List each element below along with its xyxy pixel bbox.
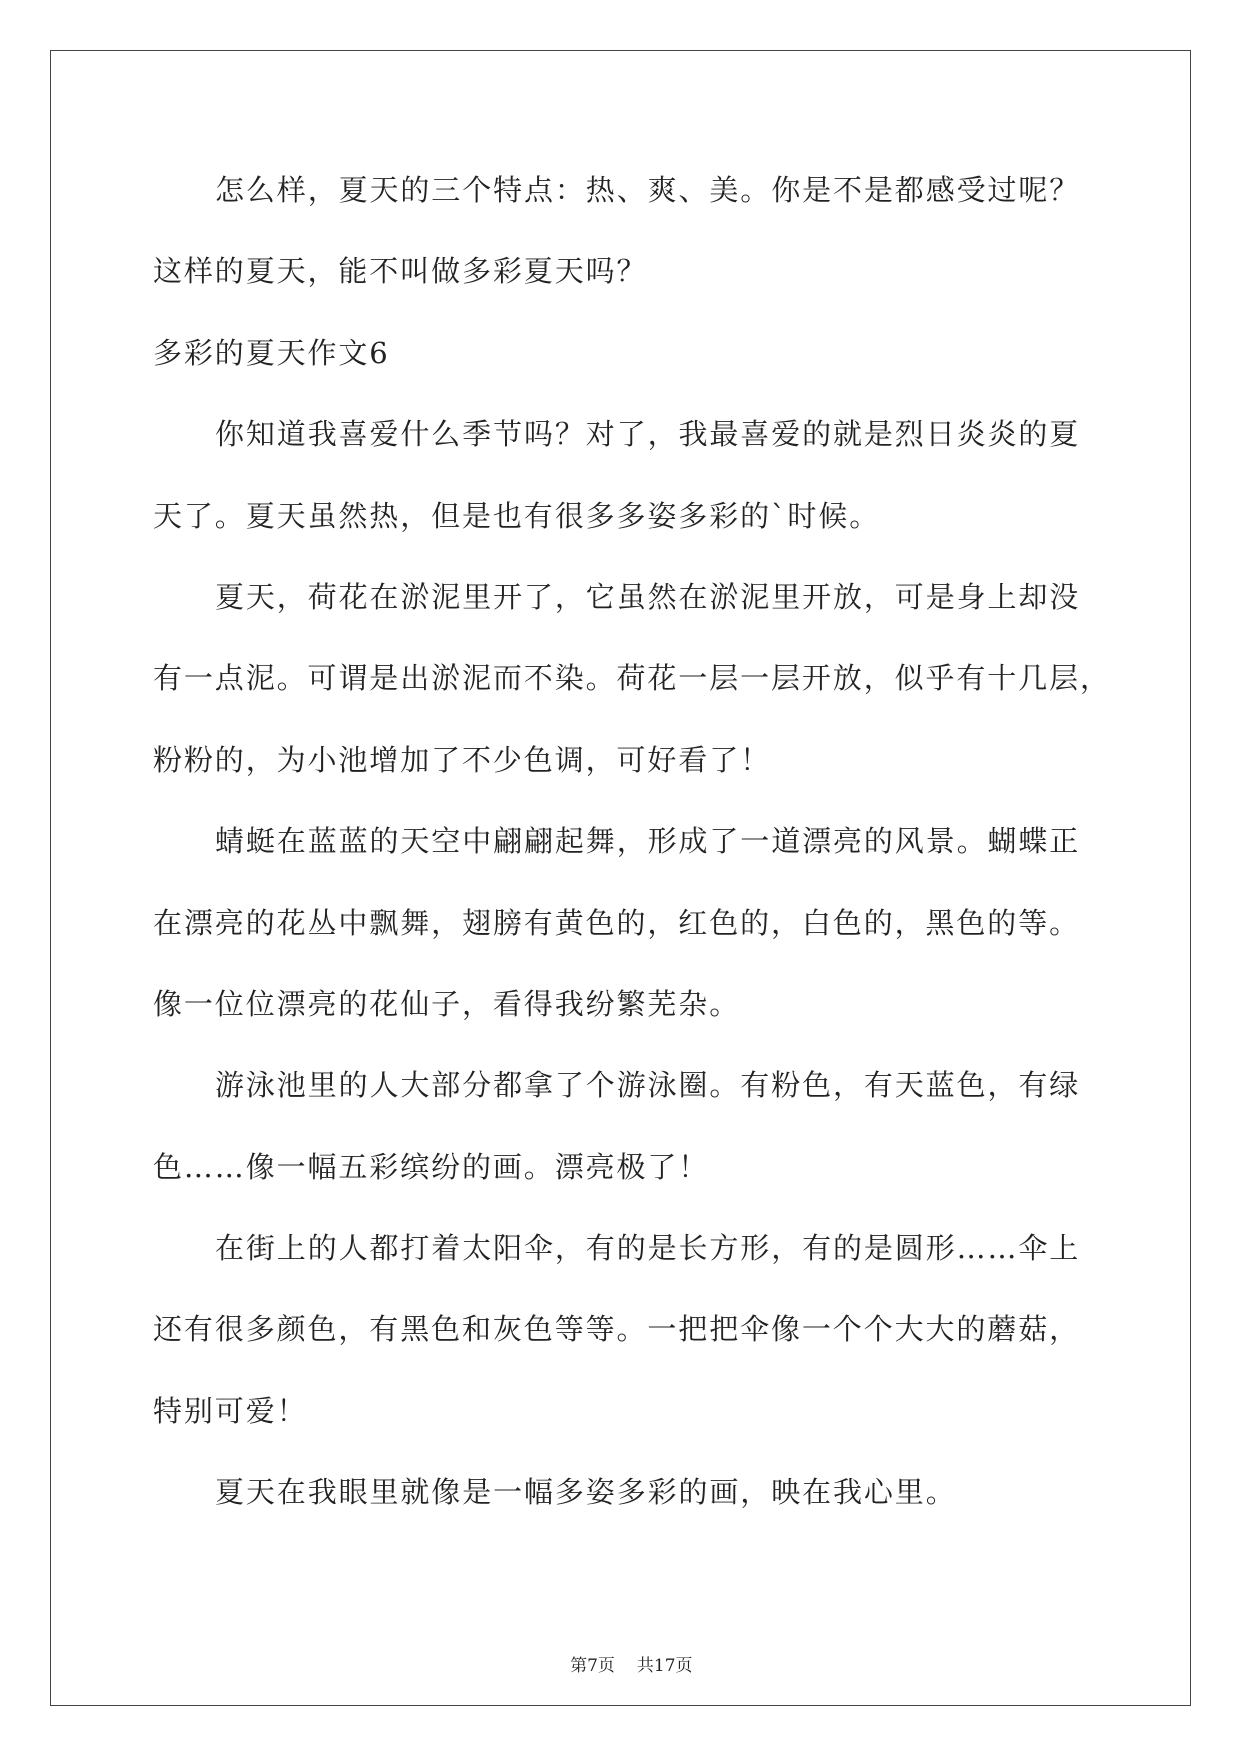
paragraph-line: 特别可爱！ <box>153 1393 308 1428</box>
paragraph-line: 像一位位漂亮的花仙子，看得我纷繁芜杂。 <box>153 986 741 1021</box>
paragraph <box>153 1045 1163 1208</box>
paragraph <box>153 1452 1163 1533</box>
total-page-count: 共17页 <box>636 1656 693 1676</box>
paragraph-line: 天了。夏天虽然热，但是也有很多多姿多彩的`时候。 <box>153 498 881 533</box>
paragraph-line: 你知道我喜爱什么季节吗？对了，我最喜爱的就是烈日炎炎的夏 <box>215 417 1081 452</box>
paragraph-line: 粉粉的，为小池增加了不少色调，可好看了！ <box>153 742 772 777</box>
paragraph <box>153 557 1163 801</box>
paragraph-line: 夏天，荷花在淤泥里开了，它虽然在淤泥里开放，可是身上却没 <box>215 579 1081 614</box>
paragraph <box>153 394 1163 557</box>
paragraph-line: 有一点泥。可谓是出淤泥而不染。荷花一层一层开放，似乎有十几层， <box>153 661 1111 696</box>
paragraph-line: 在漂亮的花丛中飘舞，翅膀有黄色的，红色的，白色的，黑色的等。 <box>153 905 1081 940</box>
paragraph <box>153 1208 1163 1452</box>
essay-heading <box>153 313 1163 394</box>
paragraph-line: 还有很多颜色，有黑色和灰色等等。一把把伞像一个个大大的蘑菇， <box>153 1312 1081 1347</box>
paragraph-line: 游泳池里的人大部分都拿了个游泳圈。有粉色，有天蓝色，有绿 <box>215 1068 1081 1103</box>
document-body <box>153 150 1163 1534</box>
paragraph-line: 在街上的人都打着太阳伞，有的是长方形，有的是圆形……伞上 <box>215 1231 1081 1266</box>
paragraph <box>153 801 1163 1045</box>
paragraph-line: 夏天在我眼里就像是一幅多姿多彩的画，映在我心里。 <box>215 1475 957 1510</box>
paragraph-line: 蜻蜓在蓝蓝的天空中翩翩起舞，形成了一道漂亮的风景。蝴蝶正 <box>215 824 1081 859</box>
current-page-number: 第7页 <box>570 1656 615 1676</box>
paragraph-line: 色……像一幅五彩缤纷的画。漂亮极了！ <box>153 1149 710 1184</box>
heading-title: 多彩的夏天作文6 <box>153 335 390 370</box>
page-footer <box>50 1630 1191 1676</box>
paragraph-line: 怎么样，夏天的三个特点：热、爽、美。你是不是都感受过呢？ <box>215 173 1081 207</box>
paragraph-line: 这样的夏天，能不叫做多彩夏天吗？ <box>153 254 648 289</box>
paragraph <box>153 150 1163 313</box>
